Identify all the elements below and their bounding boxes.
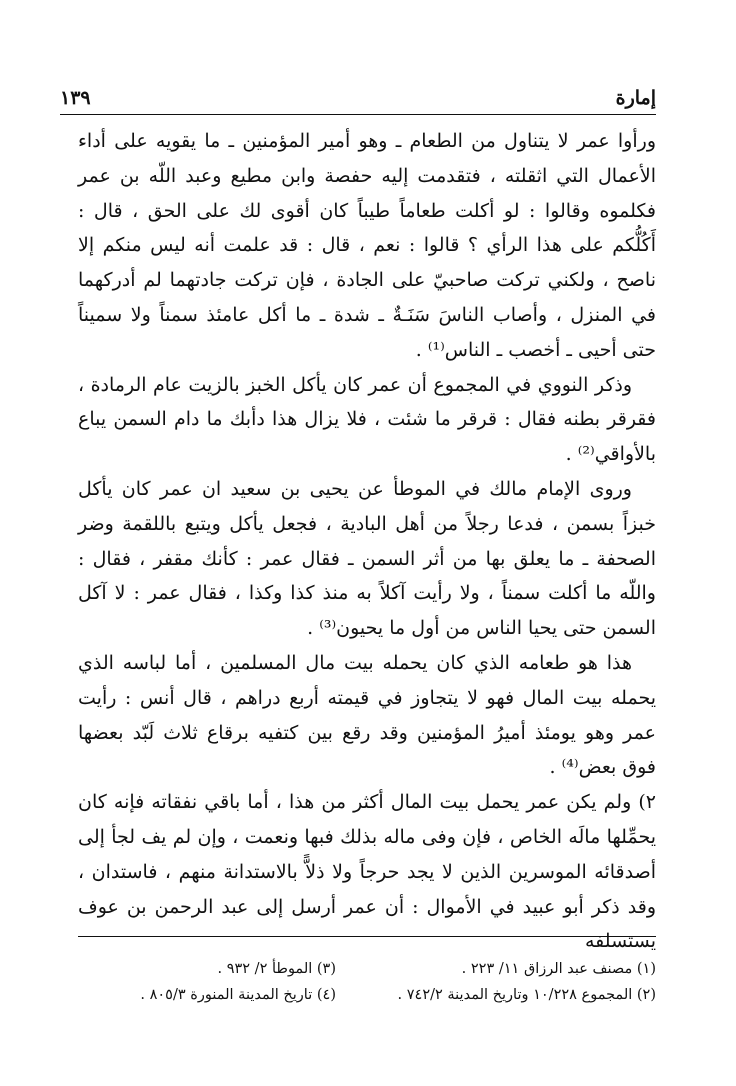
header-divider — [60, 114, 656, 115]
footnote-2: (٢) المجموع ١٠/٢٢٨ وتاريخ المدينة ٧٤٢/٢ . — [397, 987, 656, 1003]
footnote-4: (٤) تاريخ المدينة المنورة ٨٠٥/٣ . — [140, 987, 336, 1003]
paragraph: وذكر النووي في المجموع أن عمر كان يأكل الخبز بالزيت عام الرمادة ، فقرقر بطنه فقال : قرقر ما شئت ، فلا يزال هذا دأبك ما دام السمن يباع بالأواقي⁽²⁾ . — [78, 373, 656, 466]
numbered-paragraph: ٢) ولم يكن عمر يحمل بيت المال أكثر من هذا ، أما باقي نفقاته فإنه كان يحمِّلها مالَه الخاص ، فإن وفى ماله بذلك فبها ونعمت ، وإن لم يف لجأ إلى أصدقائه الموسرين الذين لا يجد حرجاً ولا ذلاًّ بالاستدانة منهم ، فاستدان ، وقد ذكر أبو عبيد في الأموال : أن عمر أرسل إلى عبد الرحمن بن عوف يستسلفه — [78, 791, 656, 953]
footnote-row — [78, 982, 656, 1008]
page-number: ١٣٩ — [60, 87, 91, 109]
section-title: إمارة — [615, 87, 656, 109]
paragraph: وروى الإمام مالك في الموطأ عن يحيى بن سعيد ان عمر كان يأكل خبزاً بسمن ، فدعا رجلاً من أهل البادية ، فجعل يأكل ويتبع باللقمة وضر الصحفة ـ ما يعلق بها من أثر السمن ـ فقال عمر : كأنك مقفر ، فقال : واللّه ما أكلت سمناً ، ولا رأيت آكلاً به منذ كذا وكذا ، فقال عمر : لا آكل السمن حتى يحيا الناس من أول ما يحيون⁽³⁾ . — [78, 477, 656, 640]
paragraph: هذا هو طعامه الذي كان يحمله بيت مال المسلمين ، أما لباسه الذي يحمله بيت المال فهو لا يتجاوز في قيمته أربع دراهم ، قال أنس : رأيت عمر وهو يومئذ أميرُ المؤمنين وقد رقع بين كتفيه برقاع ثلاث لَبّد بعضها فوق بعض⁽⁴⁾ . — [78, 651, 657, 779]
paragraph: ورأوا عمر لا يتناول من الطعام ـ وهو أمير المؤمنين ـ ما يقويه على أداء الأعمال التي اثقلته ، فتقدمت إليه حفصة وابن مطيع وعبد اللّه بن عمر فكلموه وقالوا : لو أكلت طعاماً طيباً كان أقوى لك على الحق ، قال : أَكُلُّكم على هذا الرأي ؟ قالوا : نعم ، قال : قد علمت أنه ليس منكم إلا ناصح ، ولكني تركت صاحبيّ على الجادة ، فإن تركت جادتهما لم أدركهما في المنزل ، وأصاب الناسَ سَنَـةٌ ـ شدة ـ ما أكل عامئذ سمناً ولا سميناً حتى أحيى ـ أخصب ـ الناس⁽¹⁾ . — [78, 130, 656, 361]
footnotes — [78, 956, 656, 1008]
footnote-row — [78, 956, 656, 982]
main-text — [78, 124, 656, 959]
footnote-divider — [78, 936, 656, 937]
page-header — [60, 84, 656, 112]
footnote-1: (١) مصنف عبد الرزاق ١١/ ٢٢٣ . — [461, 961, 656, 977]
footnote-3: (٣) الموطأ ٢/ ٩٣٢ . — [217, 961, 336, 977]
